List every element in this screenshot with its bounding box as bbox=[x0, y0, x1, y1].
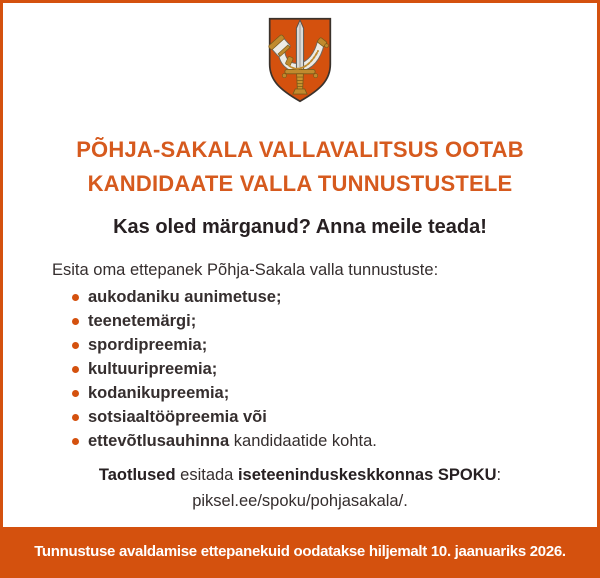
application-normal-2: : bbox=[496, 466, 502, 484]
page-title bbox=[76, 133, 524, 201]
coat-of-arms-icon bbox=[264, 15, 336, 105]
award-list-item bbox=[52, 429, 567, 453]
award-list-item bbox=[52, 405, 567, 429]
award-name: ettevõtlusauhinna bbox=[88, 432, 230, 450]
award-name: aukodaniku aunimetuse; bbox=[88, 288, 282, 306]
intro-text: Esita oma ettepanek Põhja-Sakala valla tunnustuste: bbox=[52, 261, 439, 279]
title-line-1: PÕHJA-SAKALA VALLAVALITSUS OOTAB bbox=[76, 137, 524, 162]
footer-deadline-text: Tunnustuse avaldamise ettepanekuid oodatakse hiljemalt 10. jaanuariks 2026. bbox=[34, 542, 566, 560]
application-info bbox=[99, 462, 501, 514]
application-instruction bbox=[99, 462, 501, 488]
application-bold-2: iseteeninduskeskkonnas SPOKU bbox=[237, 466, 497, 484]
award-list-item bbox=[52, 285, 567, 309]
award-name: kultuuripreemia; bbox=[88, 360, 218, 378]
award-list-item bbox=[52, 309, 567, 333]
award-suffix: kandidaatide kohta. bbox=[229, 432, 377, 450]
award-name: kodanikupreemia; bbox=[88, 384, 230, 402]
award-list-item bbox=[52, 381, 567, 405]
application-bold-1: Taotlused bbox=[98, 466, 176, 484]
award-name: spordipreemia; bbox=[88, 336, 208, 354]
title-line-2: KANDIDAATE VALLA TUNNUSTUSTELE bbox=[87, 171, 513, 196]
award-name: teenetemärgi; bbox=[88, 312, 197, 330]
subtitle: Kas oled märganud? Anna meile teada! bbox=[113, 216, 487, 238]
award-name: sotsiaaltööpreemia või bbox=[88, 408, 267, 426]
footer-banner bbox=[3, 527, 597, 575]
award-list-item bbox=[52, 333, 567, 357]
award-list-item bbox=[52, 357, 567, 381]
application-url: piksel.ee/spoku/pohjasakala/. bbox=[192, 492, 408, 510]
application-normal-1: esitada bbox=[175, 466, 238, 484]
body-section bbox=[3, 259, 597, 453]
award-list bbox=[52, 285, 567, 453]
